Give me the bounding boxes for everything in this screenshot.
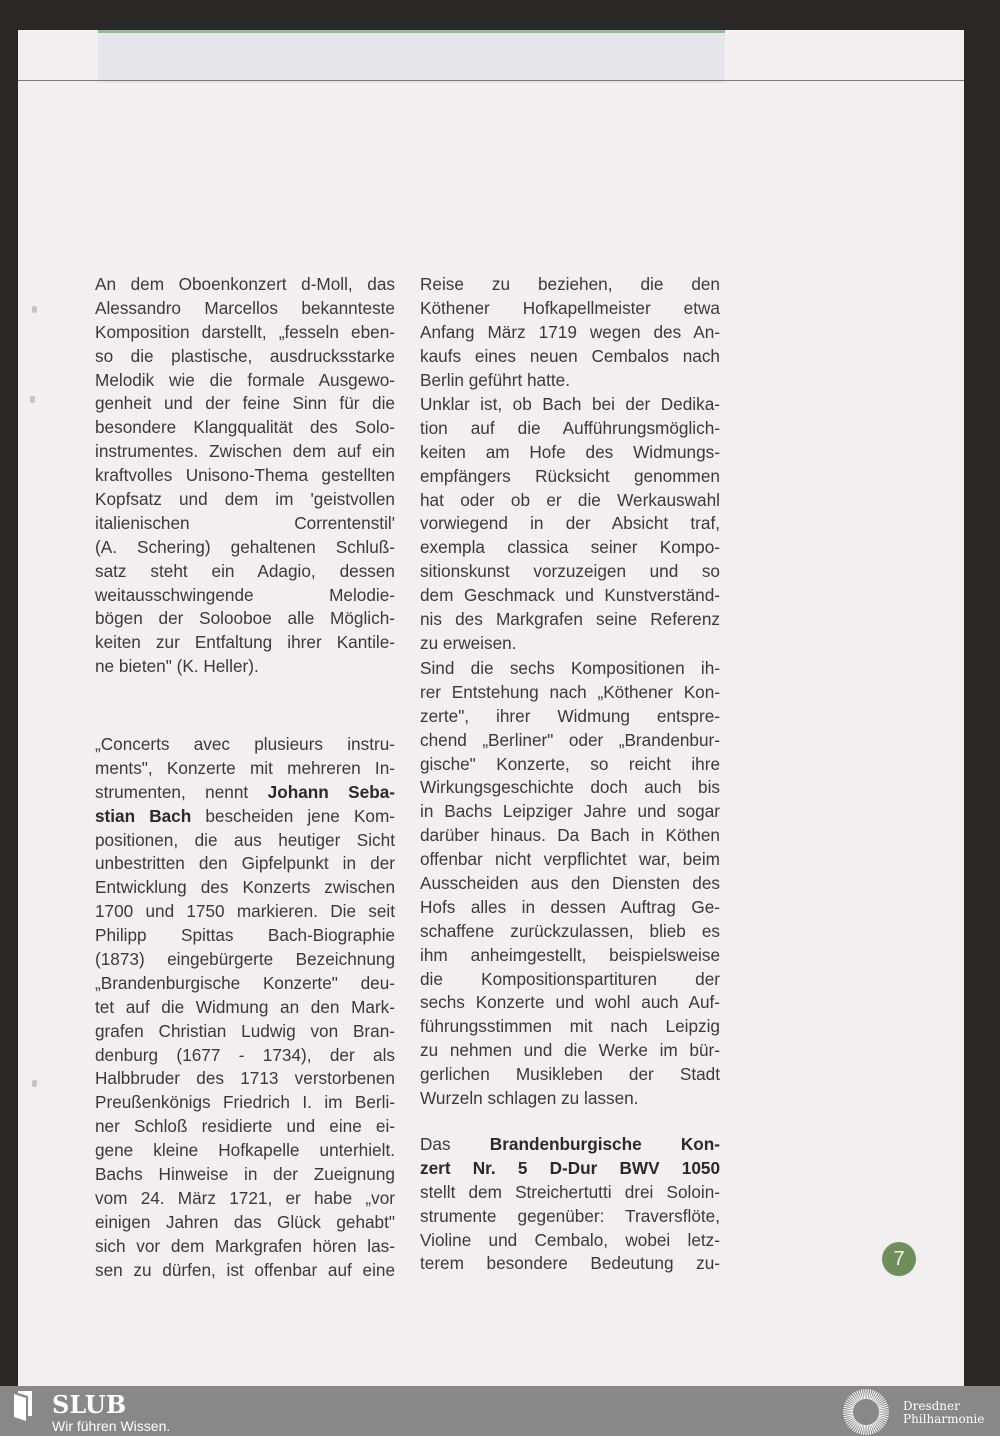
text-line: vorwiegend in der Absicht traf,: [420, 513, 720, 534]
punch-hole-mark: [30, 396, 35, 403]
bold-text: Johann Seba-: [267, 781, 395, 802]
paragraph: [420, 1133, 720, 1276]
text-line: italienischen Correntenstil': [95, 512, 395, 533]
text-line: in Bachs Leipziger Jahre und sogar: [420, 801, 720, 822]
text-line: chend „Berliner" oder „Brandenbur-: [420, 729, 720, 750]
text-line: hat oder ob er die Werkauswahl: [420, 489, 720, 510]
text-line: Reise zu beziehen, die den: [420, 274, 720, 294]
text-line: „Concerts avec plusieurs instru-: [95, 734, 395, 754]
text-line: stellt dem Streichertutti drei Soloin-: [420, 1181, 720, 1202]
text-line: die Kompositionspartituren der: [420, 968, 720, 989]
text-line: sechs Konzerte und wohl auch Auf-: [420, 992, 720, 1013]
text-line: sen zu dürfen, ist offenbar auf eine: [95, 1259, 395, 1280]
text-line: sitionskunst vorzuzeigen und so: [420, 561, 720, 582]
philharmonie-logo-name: [903, 1400, 984, 1426]
text-line: kraftvolles Unisono-Thema gestellten: [95, 465, 395, 486]
text-line: tion auf die Aufführungsmöglich-: [420, 417, 720, 438]
philharmonie-line1: Dresdner: [903, 1399, 960, 1413]
text-line: zu nehmen und die Werke im bür-: [420, 1040, 720, 1061]
text-run: bescheiden jene Kom-: [191, 805, 396, 826]
text-line: führungsstimmen mit nach Leipzig: [420, 1016, 720, 1037]
text-line: 1700 und 1750 markieren. Die seit: [95, 901, 395, 922]
text-line: [420, 1133, 720, 1157]
text-line: sich vor dem Markgrafen hören las-: [95, 1235, 395, 1256]
sunburst-ray: [879, 1410, 889, 1411]
sunburst-ray: [867, 1425, 868, 1435]
text-line: rer Entstehung nach „Köthener Kon-: [420, 681, 720, 702]
text-line: Komposition darstellt, „fesseln eben-: [95, 321, 395, 342]
text-line: instrumentes. Zwischen dem auf ein: [95, 441, 395, 462]
text-line: positionen, die aus heutiger Sicht: [95, 829, 395, 850]
text-line: zerte", ihrer Widmung entspre-: [420, 705, 720, 726]
text-line: terem besondere Bedeutung zu-: [420, 1253, 720, 1274]
text-line: Melodik wie die formale Ausgewo-: [95, 369, 395, 390]
text-line: gische" Konzerte, so reicht ihre: [420, 753, 720, 774]
slub-logo-name: SLUB: [52, 1390, 127, 1419]
paragraph: [95, 273, 395, 679]
sunburst-ray: [867, 1389, 868, 1399]
text-line: nis des Markgrafen seine Referenz: [420, 609, 720, 630]
text-line: Wurzeln schlagen zu lassen.: [420, 1088, 639, 1109]
paragraph: [420, 657, 720, 1111]
text-line: genheit und der feine Sinn für die: [95, 393, 395, 414]
slub-book-icon: [12, 1390, 38, 1422]
sunburst-ray: [864, 1389, 865, 1399]
text-line: (1873) eingebürgerte Bezeichnung: [95, 949, 395, 970]
philharmonie-line2: Philharmonie: [903, 1412, 985, 1426]
text-line: [95, 781, 395, 805]
text-line: Violine und Cembalo, wobei letz-: [420, 1229, 720, 1250]
text-line: offenbar nicht verpflichtet war, beim: [420, 849, 720, 870]
text-line: unbestritten den Gipfelpunkt in der: [95, 853, 395, 874]
text-line: An dem Oboenkonzert d-Moll, das: [95, 274, 395, 294]
text-line: ne bieten" (K. Heller).: [95, 656, 259, 677]
text-run: Das: [420, 1134, 490, 1154]
text-line: einigen Jahren das Glück gehabt": [95, 1211, 395, 1232]
text-run: strumenten, nennt: [95, 781, 268, 802]
sunburst-ray: [843, 1410, 853, 1411]
text-line: exempla classica seiner Kompo-: [420, 537, 720, 558]
header-rule: [18, 80, 964, 81]
text-line: keiten zur Entfaltung ihrer Kantile-: [95, 632, 395, 653]
text-line: grafen Christian Ludwig von Bran-: [95, 1020, 395, 1041]
sunburst-ray: [864, 1425, 865, 1435]
text-line: Preußenkönigs Friedrich I. im Berli-: [95, 1092, 395, 1113]
bold-text: zert Nr. 5 D-Dur BWV 1050: [420, 1157, 720, 1178]
text-line: besondere Klangqualität des Solo-: [95, 417, 395, 438]
bold-text: Brandenburgische Kon-: [489, 1134, 721, 1154]
text-line: schaffene zurückzulassen, blieb es: [420, 920, 720, 941]
sunburst-ray: [879, 1413, 889, 1414]
text-line: „Brandenburgische Konzerte" deu-: [95, 972, 395, 993]
text-line: Alessandro Marcellos bekannteste: [95, 297, 395, 318]
text-line: ner Schloß residierte und eine ei-: [95, 1116, 395, 1137]
text-line: Wirkungsgeschichte doch auch bis: [420, 777, 720, 798]
text-line: bögen der Solooboe alle Möglich-: [95, 608, 395, 629]
text-line: Philipp Spittas Bach-Biographie: [95, 925, 395, 946]
text-line: empfängers Rücksicht genommen: [420, 465, 720, 486]
paragraph: [95, 733, 395, 1282]
header-band: [98, 30, 725, 83]
text-line: gerlichen Musikleben der Stadt: [420, 1064, 720, 1085]
text-line: weitausschwingende Melodie-: [95, 584, 395, 605]
text-line: vom 24. März 1721, er habe „vor: [95, 1187, 395, 1208]
footer-bar: [0, 1386, 1000, 1436]
text-line: Halbbruder des 1713 verstorbenen: [95, 1068, 395, 1089]
text-line: Berlin geführt hatte.: [420, 369, 571, 390]
slub-tagline: Wir führen Wissen.: [52, 1418, 171, 1434]
text-line: Entwicklung des Konzerts zwischen: [95, 877, 395, 898]
text-line: darüber hinaus. Da Bach in Köthen: [420, 825, 720, 846]
text-line: [420, 1157, 720, 1181]
text-line: Köthener Hofkapellmeister etwa: [420, 297, 720, 318]
text-line: Ausscheiden aus den Diensten des: [420, 873, 720, 894]
text-line: tet auf die Widmung an den Mark-: [95, 996, 395, 1017]
punch-hole-mark: [32, 1080, 37, 1087]
text-line: Unklar ist, ob Bach bei der Dedika-: [420, 394, 720, 414]
text-line: strumente gegenüber: Traversflöte,: [420, 1205, 720, 1226]
page-number-badge: 7: [882, 1242, 916, 1276]
philharmonie-sunburst-logo: [842, 1388, 890, 1436]
text-line: Anfang März 1719 wegen des An-: [420, 321, 720, 342]
text-line: kaufs eines neuen Cembalos nach: [420, 345, 720, 366]
text-line: [95, 805, 395, 829]
text-line: satz steht ein Adagio, dessen: [95, 560, 395, 581]
text-line: ihm anheimgestellt, beispielsweise: [420, 944, 720, 965]
bold-text: stian Bach: [95, 805, 192, 826]
text-line: ments", Konzerte mit mehreren In-: [95, 757, 395, 778]
text-line: (A. Schering) gehaltenen Schluß-: [95, 536, 395, 557]
text-line: denburg (1677 - 1734), der als: [95, 1044, 395, 1065]
paragraph: [420, 393, 720, 656]
sunburst-ray: [843, 1413, 853, 1414]
text-line: keiten am Hofe des Widmungs-: [420, 441, 720, 462]
text-line: dem Geschmack und Kunstverständ-: [420, 585, 720, 606]
paragraph: [420, 273, 720, 392]
text-line: Kopfsatz und dem im 'geistvollen: [95, 489, 395, 510]
text-line: zu erweisen.: [420, 632, 517, 653]
text-line: so die plastische, ausdrucksstarke: [95, 345, 395, 366]
text-line: Hofs alles in dessen Auftrag Ge-: [420, 896, 720, 917]
punch-hole-mark: [32, 306, 37, 313]
text-line: Sind die sechs Kompositionen ih-: [420, 658, 720, 678]
text-line: gene kleine Hofkapelle unterhielt.: [95, 1140, 395, 1161]
text-line: Bachs Hinweise in der Zueignung: [95, 1164, 395, 1185]
